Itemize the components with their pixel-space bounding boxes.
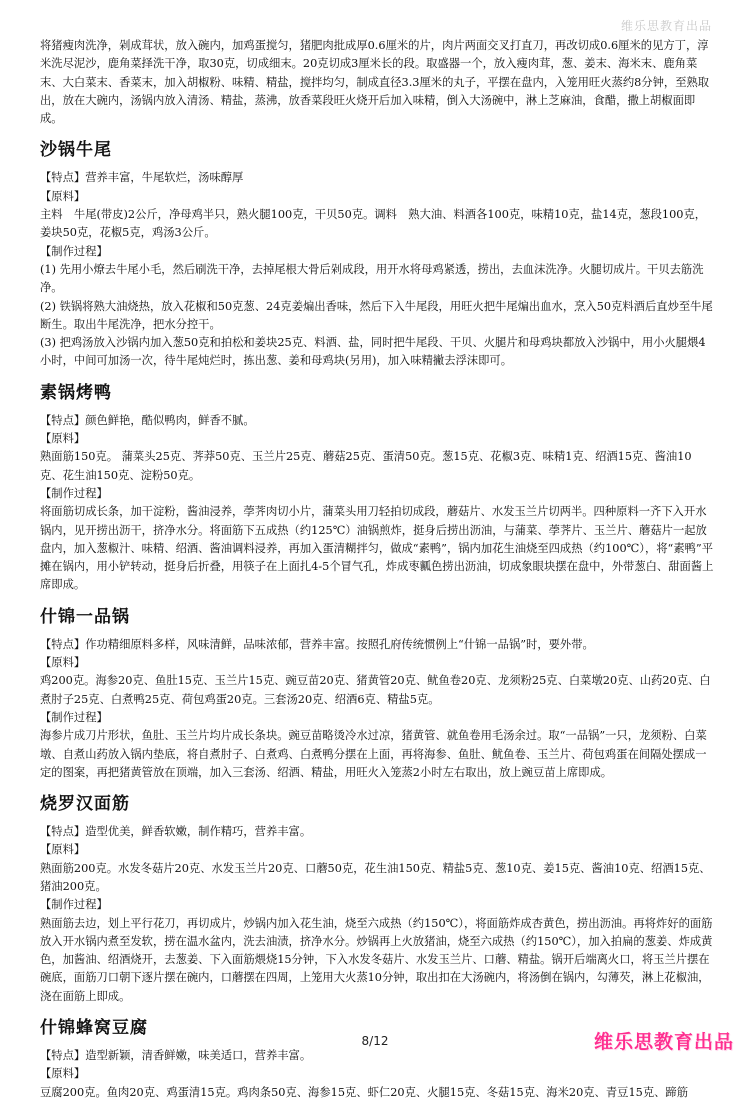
- document-body: [40, 37, 714, 1102]
- section-process-label: 【制作过程】: [40, 898, 108, 912]
- section-feature: 【特点】颜色鲜艳，酷似鸭肉，鲜香不腻。: [40, 413, 255, 427]
- section-feature: 【特点】营养丰富，牛尾软烂，汤味醇厚: [40, 171, 244, 185]
- recipe-section: [40, 605, 714, 782]
- section-title: 烧罗汉面筋: [40, 794, 130, 815]
- section-process-step: 熟面筋去边，划上平行花刀，再切成片，炒锅内加入花生油，烧至六成热（约150℃），将面筋炸成杏黄色，捞出沥油。再将炸好的面筋放入开水锅内煮至发软，捞在温水盆内，洗去油渍，挤净水分。炒锅再上火放猪油，烧至六成热（约150℃），加入拍扁的葱姜、炸成黄色，加酱油、绍酒烧开，去葱姜、下入面筋煨烧15分钟，下入水发冬菇片、水发玉兰片、口蘑、精盐。锅开后端离火口，将玉兰片摆在碗底，面筋刀口朝下逐片摆在碗内，口蘑摆在四周，上笼用大火蒸10分钟，取出扣在大汤碗内，将汤倒在锅内，勾薄芡，淋上花椒油，浇在面筋上即成。: [40, 916, 713, 1003]
- section-materials: 豆腐200克。鱼肉20克、鸡蛋清15克。鸡肉条50克、海参15克、虾仁20克、火腿15克、冬菇15克、海米20克、青豆15克、蹄筋: [40, 1085, 689, 1099]
- recipe-section: [40, 792, 714, 1006]
- section-materials: 熟面筋200克。水发冬菇片20克、水发玉兰片20克、口蘑50克，花生油150克、精盐5克、葱10克、姜15克、酱油10克、绍酒15克、猪油200克。: [40, 861, 711, 893]
- recipe-sections: [40, 138, 714, 1101]
- header-watermark: 维乐思教育出品: [620, 19, 712, 33]
- section-process-step: (2) 铁锅将熟大油烧热，放入花椒和50克葱、24克姜煸出香味，然后下入牛尾段，用旺火把牛尾煸出血水，烹入50克料酒后直炒至牛尾断生。取出牛尾洗净，把水分控干。: [40, 299, 713, 331]
- section-title: 沙锅牛尾: [40, 140, 112, 161]
- section-title: 什锦一品锅: [40, 606, 130, 627]
- section-materials-label: 【原料】: [40, 656, 86, 670]
- recipe-section: [40, 381, 714, 595]
- section-materials: 熟面筋150克。 蒲菜头25克、荠莽50克、玉兰片25克、蘑菇25克、蛋清50克。葱15克、花椒3克、味精1克、绍酒15克、酱油10克、花生油150克、淀粉50克。: [40, 450, 692, 482]
- footer-watermark-logo: 维乐思教育出品: [593, 1031, 734, 1053]
- section-process-step: (3) 把鸡汤放入沙锅内加入葱50克和拍松和姜块25克、料酒、盐，同时把牛尾段、干贝、火腿片和母鸡块都放入沙锅中，用小火腿煨4小时，中间可加汤一次，待牛尾炖烂时，拣出葱、姜和母鸡块(另用)，加入味精撇去浮沫即可。: [40, 336, 706, 368]
- page-number: 8/12: [361, 1034, 389, 1048]
- section-materials-label: 【原料】: [40, 432, 86, 446]
- section-process-label: 【制作过程】: [40, 244, 108, 258]
- section-materials-label: 【原料】: [40, 843, 86, 857]
- section-materials: 鸡200克。海参20克、鱼肚15克、玉兰片15克、豌豆苗20克、猪黄管20克、鱿鱼卷20克、龙须粉25克、白菜墩20克、山药20克、白煮肘子25克、白煮鸭25克、荷包鸡蛋20克。三套汤20克、绍酒6克、精盐5克。: [40, 674, 711, 706]
- section-process-step: 海参片成刀片形状，鱼肚、玉兰片均片成长条块。豌豆苗略烫冷水过凉，猪黄管、就鱼卷用毛汤余过。取“一品锅”一只，龙须粉、白菜墩、自煮山药放入锅内垫底，将自煮肘子、白煮鸡、白煮鸭分摆在上面，再将海参、鱼肚、鱿鱼卷、玉兰片、荷包鸡蛋在间隔处摆成一定的图案，再把猪黄管放在顶端，加入三套汤、绍酒、精盐，用旺火入笼蒸2小时左右取出，放上豌豆苗上席即成。: [40, 729, 707, 779]
- section-materials-label: 【原料】: [40, 189, 86, 203]
- section-title: 什锦蜂窝豆腐: [40, 1018, 148, 1039]
- section-feature: 【特点】作功精细原料多样，风味清鲜，品味浓郁，营养丰富。按照孔府传统惯例上“什锦一品锅”时，要外带。: [40, 637, 594, 651]
- section-materials: 主料 牛尾(带皮)2公斤，净母鸡半只，熟火腿100克，干贝50克。调料 熟大油、料酒各100克，味精10克，盐14克，葱段100克，姜块50克，花椒5克，鸡汤3公斤。: [40, 208, 707, 240]
- section-process-label: 【制作过程】: [40, 486, 108, 500]
- section-process-label: 【制作过程】: [40, 710, 108, 724]
- recipe-section: [40, 138, 714, 370]
- section-title: 素锅烤鸭: [40, 382, 112, 403]
- intro-paragraph: 将猪瘦肉洗净，剁成茸状，放入碗内，加鸡蛋搅匀，猪肥肉批成厚0.6厘米的片，肉片两面交叉打直刀，再改切成0.6厘米的见方丁，淳米洗尽泥沙，鹿角菜择洗干净，取30克，切成细末。20克切成3厘米长的段。取盛器一个，放入瘦肉茸，葱、姜末、海米末、鹿角菜末、大白菜末、香菜末，加入胡椒粉、味精、精盐，搅拌均匀，制成直径3.3厘米的丸子，平摆在盘内，入笼用旺火蒸约8分钟，至熟取出，放在大碗内，汤锅内放入清汤、精盐，蒸沸，放香菜段旺火烧开后加入味精，倒入大汤碗中，淋上芝麻油，食醋，撒上胡椒面即成。: [40, 39, 710, 126]
- section-feature: 【特点】造型新颖，清香鲜嫩，味美适口，营养丰富。: [40, 1049, 312, 1063]
- section-feature: 【特点】造型优美，鲜香软嫩，制作精巧，营养丰富。: [40, 825, 312, 839]
- section-process-step: 将面筋切成长条，加干淀粉，酱油浸养，荸荠肉切小片，蒲菜头用刀轻拍切成段，蘑菇片、水发玉兰片切两半。四种原料一齐下入开水锅内，见开捞出沥干，挤净水分。将面筋下五成热（约125℃）油锅煎炸，挺身后捞出沥油，与蒲菜、荸荠片、玉兰片、蘑菇片一起放盘内，加入葱椒汁、味精、绍酒、酱油调料浸养，再加入蛋清糊拌匀，做成“素鸭”，锅内加花生油烧至四成热（约100℃），将“素鸭”平摊在锅内，用小铲转动，挺身后折叠，用筷子在上面扎4-5个冒气孔，炸成枣瓤色捞出沥油，切成象眼块摆在盘中，外带葱白、甜面酱上席即成。: [40, 505, 714, 592]
- section-materials-label: 【原料】: [40, 1067, 86, 1081]
- section-process-step: (1) 先用小燎去牛尾小毛，然后刷洗干净，去掉尾根大骨后剁成段，用开水将母鸡紧透，捞出，去血沫洗净。火腿切成片。干贝去筋洗净。: [40, 262, 704, 295]
